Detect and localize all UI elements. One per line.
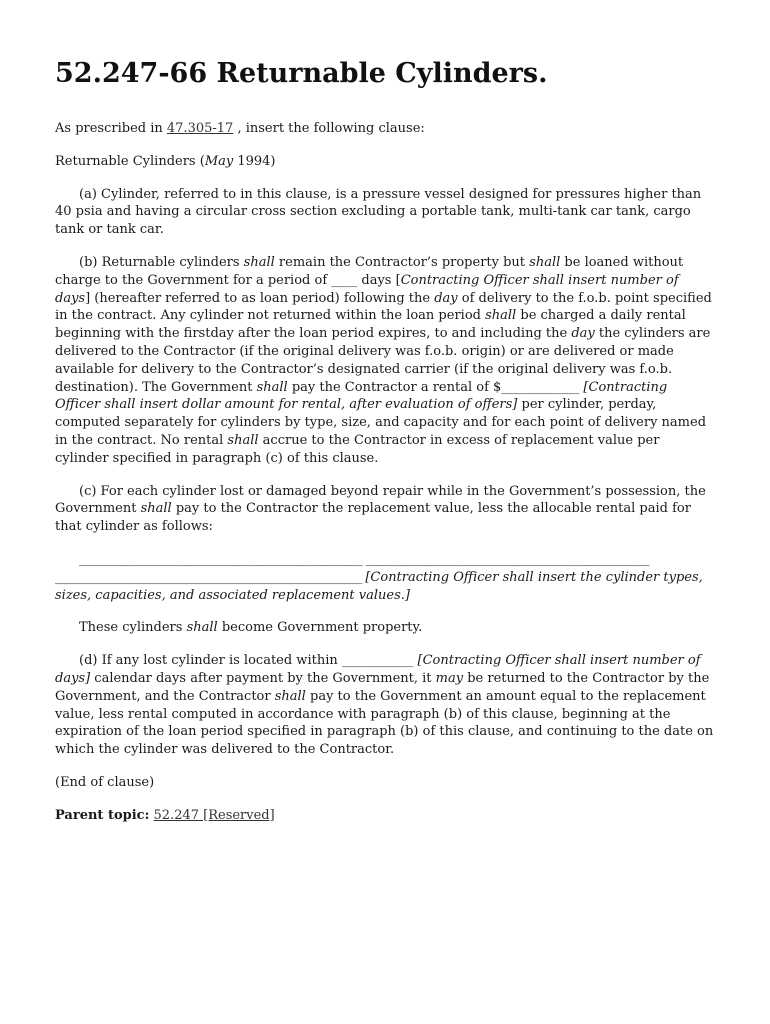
end-of-clause: (End of clause) <box>55 774 155 790</box>
para-b-day-1: day <box>434 290 458 306</box>
para-b-note-1: Contracting Officer shall insert number of days <box>55 272 679 306</box>
para-b-text-8: pay the Contractor a rental of $____________ <box>287 379 584 395</box>
clause-heading-month: May <box>204 153 234 169</box>
para-b-text-6: be charged a daily rental beginning with the firstday after the loan period expires, to and including the <box>55 308 686 342</box>
page-title: 52.247-66 Returnable Cylinders. <box>55 58 548 89</box>
para-b-text-3: be loaned without charge to the Government for a period of ____ days [ <box>55 254 684 288</box>
clause-heading-name: Returnable Cylinders ( <box>55 153 205 169</box>
prescription-line <box>55 120 714 138</box>
para-d-text-2: calendar days after payment by the Government, it <box>90 670 436 686</box>
paragraph-d <box>55 652 714 759</box>
para-b-text-5: of delivery to the f.o.b. point specified in the contract. Any cylinder not returned within the loan period <box>55 290 712 324</box>
prescription-suffix: , insert the following clause: <box>233 121 425 136</box>
paragraph-b <box>55 254 714 468</box>
para-d-note: [Contracting Officer shall insert number of days] <box>55 653 701 686</box>
gov-property-text-2: become Government property. <box>217 620 423 636</box>
paragraph-c <box>55 483 714 536</box>
para-b-shall-4: shall <box>256 379 288 395</box>
para-d-may: may <box>435 670 464 686</box>
gov-property-shall: shall <box>186 620 218 636</box>
para-b-shall-3: shall <box>485 308 517 324</box>
blanks-note: [Contracting Officer shall insert the cylinder types, sizes, capacities, and associated replacement values.] <box>55 569 703 603</box>
clause-heading-year: 1994) <box>233 153 276 169</box>
para-d-text-3: be returned to the Contractor by the Government, and the Contractor <box>55 670 710 704</box>
para-b-shall-1: shall <box>243 254 275 270</box>
para-d-shall: shall <box>274 688 306 704</box>
parent-topic <box>55 807 714 825</box>
paragraph-a: (a) Cylinder, referred to in this clause, is a pressure vessel designed for pressures higher than 40 psia and having a circular cross section excluding a portable tank, multi-tank car tank, cargo tank or tank car. <box>55 186 702 238</box>
para-b-shall-5: shall <box>227 432 259 448</box>
blank-line-1: ________________________________________________ ________________________________________________ <box>79 551 649 567</box>
para-c-text-2: pay to the Contractor the replacement value, less the allocable rental paid for that cylinder as follows: <box>55 501 691 535</box>
para-c-shall: shall <box>140 501 172 517</box>
para-b-text-1: (b) Returnable cylinders <box>79 254 244 270</box>
prescription-prefix: As prescribed in <box>55 121 167 136</box>
para-b-day-2: day <box>571 326 595 342</box>
parent-topic-label: Parent topic: <box>55 807 150 823</box>
prescription-link[interactable]: 47.305-17 <box>166 121 234 136</box>
gov-property-text-1: These cylinders <box>79 620 187 636</box>
replacement-value-blanks <box>55 551 714 604</box>
para-b-note-2: [Contracting Officer shall insert dollar amount for rental, after evaluation of offers] <box>55 379 668 413</box>
para-b-text-10: accrue to the Contractor in excess of replacement value per cylinder specified in paragraph (c) of this clause. <box>55 432 660 466</box>
government-property-line <box>55 619 714 637</box>
para-d-text-1: (d) If any lost cylinder is located within ___________ <box>79 653 418 669</box>
para-b-shall-2: shall <box>529 254 561 270</box>
clause-heading <box>55 153 714 171</box>
para-d-text-4: pay to the Government an amount equal to the replacement value, less rental computed in accordance with paragraph (b) of this clause, beginning at the expiration of the loan period specified in paragraph (b) of this clause, and continuing to the date on which the cylinder was delivered to the Contractor. <box>55 688 714 758</box>
para-b-text-4: ] (hereafter referred to as loan period) following the <box>85 290 435 306</box>
para-b-text-2: remain the Contractor’s property but <box>274 254 530 270</box>
para-b-text-7: the cylinders are delivered to the Contractor (if the original delivery was f.o.b. origin) or are delivered or made available for delivery to the Contractor’s designated carrier (if the original delivery was f.o.b. destination). The Government <box>55 326 711 395</box>
para-b-text-9: per cylinder, perday, computed separately for cylinders by type, size, and capacity and for each point of delivery named in the contract. No rental <box>55 397 707 448</box>
blank-line-2: ____________________________________________________ <box>55 569 366 585</box>
para-c-text-1: (c) For each cylinder lost or damaged beyond repair while in the Government’s possession, the Government <box>55 483 706 517</box>
parent-topic-link[interactable]: 52.247 [Reserved] <box>153 807 275 823</box>
